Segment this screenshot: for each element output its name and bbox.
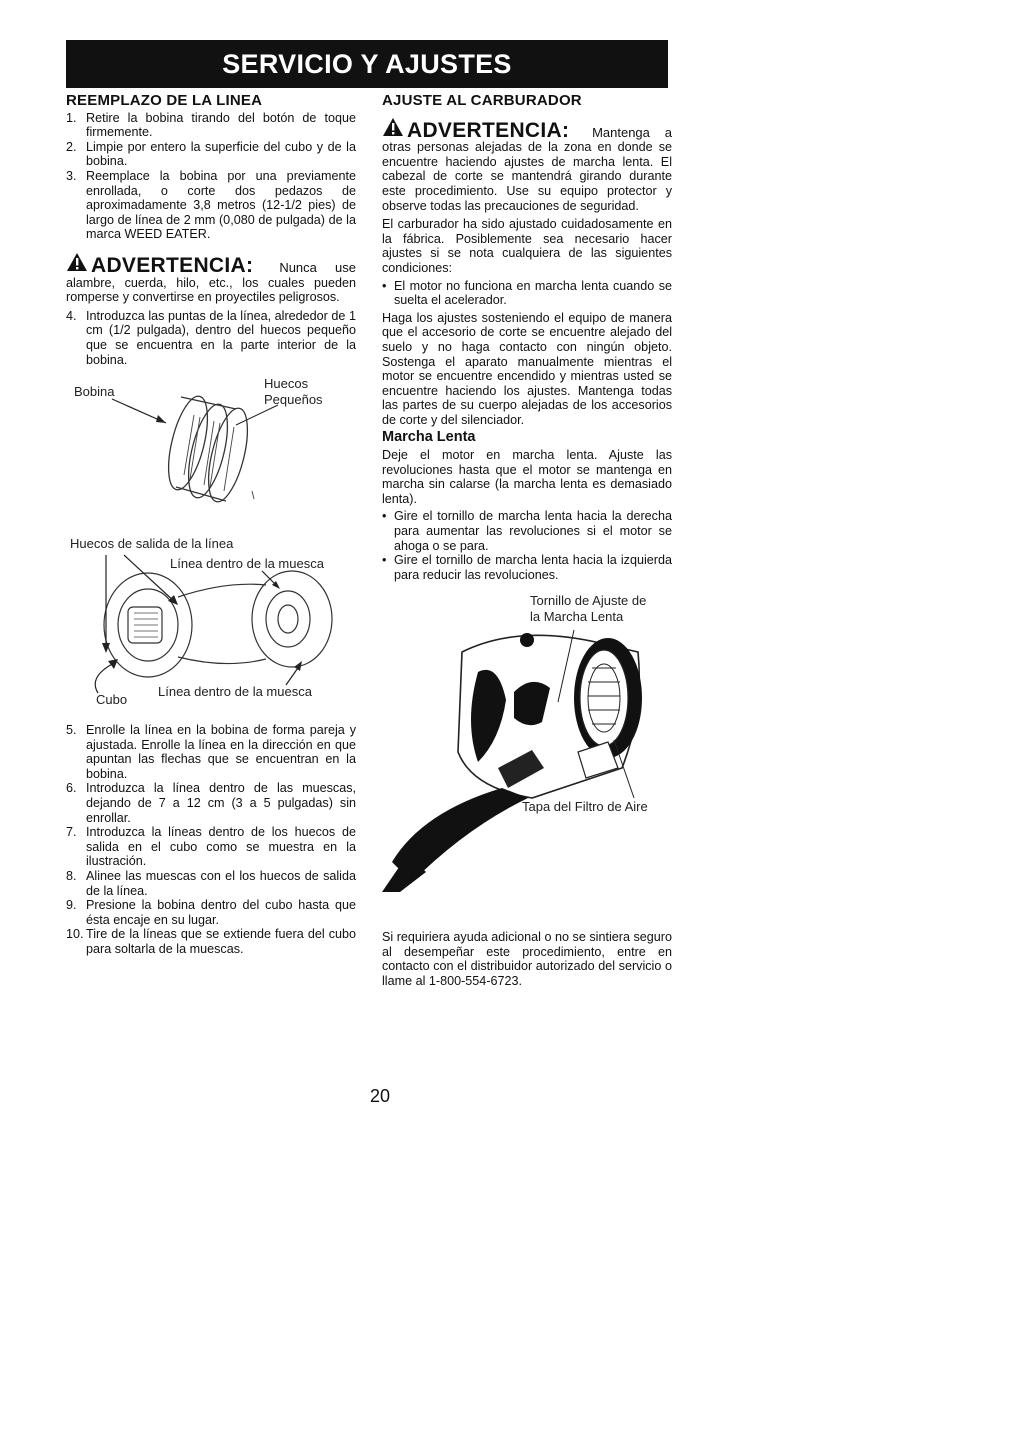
bullet-text: Gire el tornillo de marcha lenta hacia la izquierda para reducir las revoluciones. [394, 553, 672, 582]
warning-heading [382, 117, 570, 142]
left-column [66, 94, 356, 957]
bullet-item [382, 279, 672, 308]
step-text: Limpie por entero la superficie del cubo y de la bobina. [86, 139, 356, 169]
bullet-text: Gire el tornillo de marcha lenta hacia la derecha para aumentar las revoluciones si el motor se ahoga o se para. [394, 509, 672, 553]
step-number: 5. [66, 723, 77, 738]
step-number: 4. [66, 308, 77, 323]
step-text: Alinee las muescas con el los huecos de salida de la línea. [86, 869, 356, 898]
engine-illustration [382, 592, 672, 892]
step-item [66, 140, 356, 169]
label-spool: Bobina [74, 384, 115, 400]
engine-figure [382, 592, 672, 892]
step-item [66, 869, 356, 898]
label-hub: Cubo [96, 692, 128, 708]
subheading-idle: Marcha Lenta [382, 429, 476, 446]
step-number: 10. [66, 927, 84, 942]
warning-triangle-icon [66, 252, 88, 272]
step-item [66, 111, 356, 140]
warning-label: ADVERTENCIA: [407, 118, 570, 142]
hub-figure [66, 537, 356, 707]
step-item [66, 898, 356, 927]
section-heading-carburetor: AJUSTE AL CARBURADOR [382, 92, 582, 109]
label-holes-2: Pequeños [264, 392, 323, 408]
step-text: Retire la bobina tirando del botón de toque firmemente. [86, 110, 356, 140]
step-text: Introduzca la línea dentro de las muescas, dejando de 7 a 12 cm (3 a 5 pulgadas) sin enrollar. [86, 781, 356, 825]
step-item [66, 781, 356, 825]
step-number: 8. [66, 869, 77, 884]
step-text: Introduzca las puntas de la línea, alrededor de 1 cm (1/2 pulgada), dentro del huecos pequeño que se encuentra en la parte interior de la bobina. [86, 308, 356, 367]
bullet-item [382, 553, 672, 582]
warning-lead: Mantenga a otras [382, 124, 672, 155]
step-number: 7. [66, 825, 77, 840]
bullet-icon: • [382, 278, 387, 293]
spool-illustration [66, 375, 356, 535]
spool-figure [66, 375, 356, 535]
warning-triangle-icon [382, 117, 404, 137]
paragraph-carburetor-intro: El carburador ha sido ajustado cuidadosamente en la fábrica. Posiblemente sea necesario hacer ajustes si se nota cualquiera de las siguientes condiciones: [382, 217, 672, 275]
bullet-item [382, 509, 672, 553]
section-heading-line-replacement: REEMPLAZO DE LA LINEA [66, 92, 263, 109]
step-item [66, 723, 356, 781]
warning-heading [66, 252, 254, 277]
step-number: 6. [66, 781, 77, 796]
page-banner [66, 40, 668, 88]
label-notch-top: Línea dentro de la muesca [170, 556, 324, 572]
warning-block-line [66, 252, 356, 305]
step-number: 3. [66, 168, 77, 183]
steps-list-a [66, 111, 356, 242]
step-text: Reemplace la bobina por una previamente enrollada, o corte dos pedazos de aproximadamente 3,8 metros (12-1/2 pies) de largo de línea de 2 mm (0,080 de pulgada) de la marca WEED EATER. [86, 168, 356, 242]
bullet-list-idle-screw [382, 509, 672, 582]
step-text: Enrolle la línea en la bobina de forma pareja y ajustada. Enrolle la línea en la dirección en que apuntan las flechas que se encuentran en la bobina. [86, 723, 356, 781]
warning-label: ADVERTENCIA: [91, 253, 254, 277]
step-text: Presione la bobina dentro del cubo hasta que ésta encaje en su lugar. [86, 898, 356, 927]
warning-lead: Nunca use [279, 259, 356, 275]
label-air-filter: Tapa del Filtro de Aire [522, 799, 648, 815]
steps-list-c [66, 723, 356, 957]
warning-text: alambre, cuerda, hilo, etc., los cuales pueden romperse y convertirse en proyectiles peligrosos. [66, 275, 356, 305]
page-number: 20 [369, 1086, 391, 1106]
step-text: Introduzca la líneas dentro de los huecos de salida en el cubo como se muestra en la ilustración. [86, 825, 356, 869]
paragraph-idle: Deje el motor en marcha lenta. Ajuste las revoluciones hasta que el motor se mantenga en marcha sin calarse (la marcha lenta es demasiado lenta). [382, 448, 672, 506]
label-notch-bottom: Línea dentro de la muesca [158, 684, 312, 700]
label-exit-holes: Huecos de salida de la línea [70, 536, 234, 552]
bullet-icon: • [382, 553, 387, 568]
warning-block-carburetor [382, 117, 672, 214]
step-number: 1. [66, 110, 77, 125]
bullet-text: El motor no funciona en marcha lenta cuando se suelta el acelerador. [394, 278, 672, 308]
label-holes-1: Huecos [264, 376, 309, 392]
page-title: SERVICIO Y AJUSTES [222, 48, 512, 79]
hub-illustration [66, 537, 356, 707]
right-column [382, 94, 672, 892]
bullet-icon: • [382, 509, 387, 524]
step-item [66, 825, 356, 869]
paragraph-adjust-instructions: Haga los ajustes sosteniendo el equipo de manera que el accesorio de corte se encuentre alejado del suelo y no haga contacto con ningún objeto. Sostenga el aparato manualmente mientras el motor se encuentre encendido y mientras usted se encuentre haciendo los ajustes. Mantenga todas las partes de su cuerpo alejadas de los accesorios de corte y del silenciador. [382, 310, 672, 427]
steps-list-b [66, 309, 356, 367]
step-item [66, 927, 356, 956]
step-item [66, 169, 356, 242]
step-number: 2. [66, 139, 77, 154]
bullet-list-conditions [382, 279, 672, 308]
step-number: 9. [66, 898, 77, 913]
step-text: Tire de la líneas que se extiende fuera del cubo para soltarla de la muescas. [86, 927, 356, 956]
step-item [66, 309, 356, 367]
closing-paragraph: Si requiriera ayuda adicional o no se sintiera seguro al desempeñar este procedimiento, entre en contacto con el distribuidor autorizado del servicio o llame al 1-800-554-6723. [382, 930, 672, 988]
warning-text: personas alejadas de la zona en donde se encuentre haciendo ajustes de marcha lenta. El cabezal de corte se mantendrá girando durante este procedimiento. Use su equipo protector y observe todas las precauciones de seguridad. [382, 140, 672, 213]
label-screw-1: Tornillo de Ajuste de [530, 593, 647, 609]
label-screw-2: la Marcha Lenta [530, 609, 624, 625]
